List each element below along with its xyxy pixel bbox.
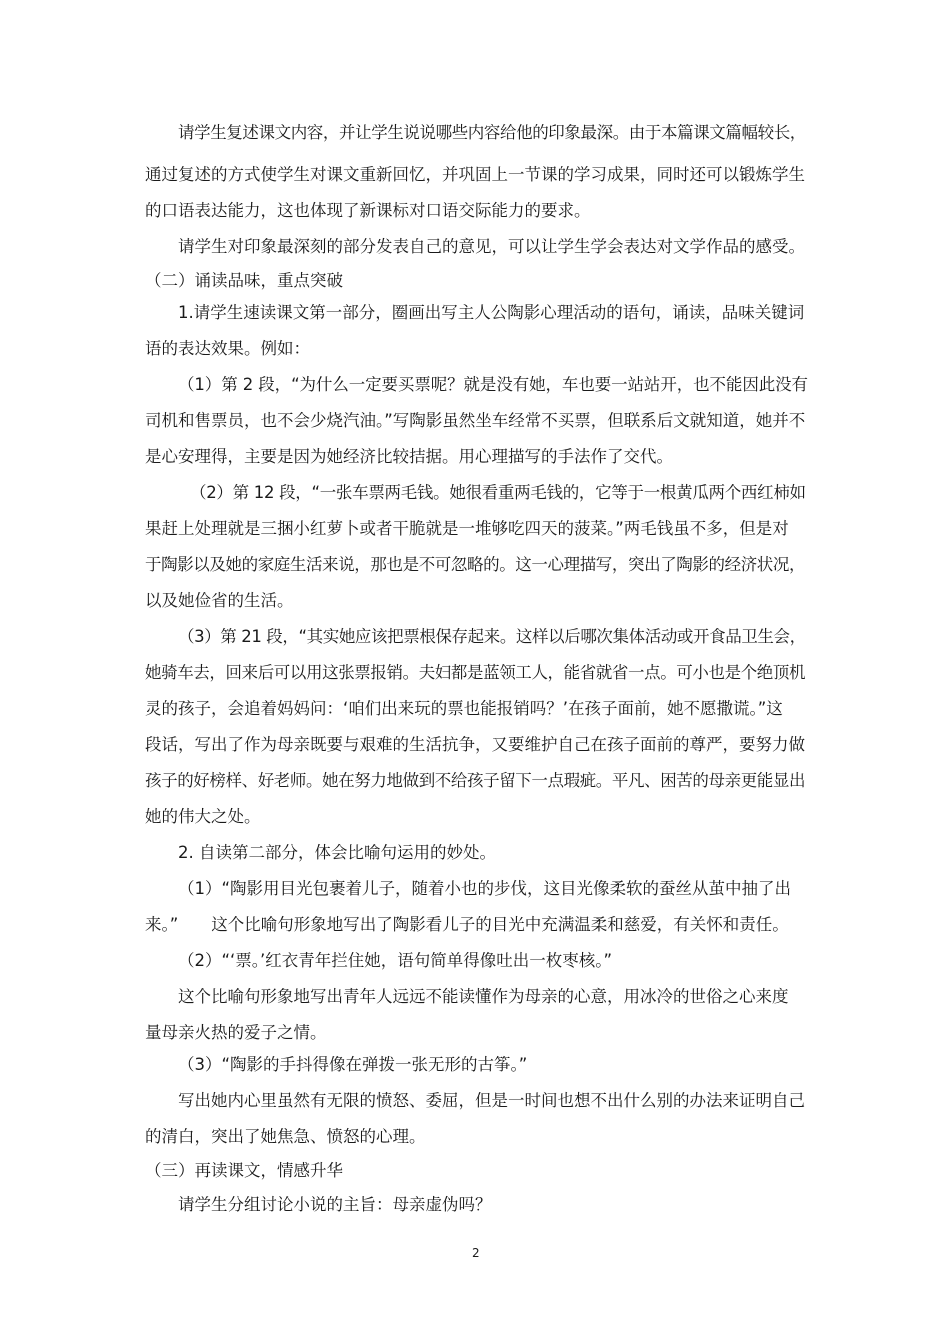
text-line: 她的伟大之处。	[145, 807, 261, 826]
text-line: 司机和售票员，也不会少烧汽油。”写陶影虽然坐车经常不买票，但联系后文就知道，她并不	[145, 411, 806, 430]
text-line: 这个比喻句形象地写出青年人远远不能读懂作为母亲的心意，用冰冷的世俗之心来度	[178, 987, 789, 1006]
text-line: 的清白，突出了她焦急、愤怒的心理。	[145, 1127, 426, 1146]
text-line: 果赶上处理就是三捆小红萝卜或者干脆就是一堆够吃四天的菠菜。”两毛钱虽不多，但是对	[145, 519, 789, 538]
section-heading: （二）诵读品味，重点突破	[145, 271, 343, 290]
text-line: （2）第 12 段，“一张车票两毛钱。她很看重两毛钱的，它等于一根黄瓜两个西红柿如	[190, 483, 806, 502]
text-line: 请学生复述课文内容，并让学生说说哪些内容给他的印象最深。由于本篇课文篇幅较长，	[178, 123, 806, 142]
text-line: 于陶影以及她的家庭生活来说，那也是不可忽略的。这一心理描写，突出了陶影的经济状况，	[145, 555, 806, 574]
text-line: 来。” 这个比喻句形象地写出了陶影看儿子的目光中充满温柔和慈爱，有关怀和责任。	[145, 915, 789, 934]
page-number: 2	[472, 1246, 480, 1260]
text-line: 语的表达效果。例如：	[145, 339, 310, 358]
text-line: 以及她俭省的生活。	[145, 591, 294, 610]
text-line: 她骑车去，回来后可以用这张票报销。夫妇都是蓝领工人，能省就省一点。可小也是个绝顶机	[145, 663, 806, 682]
text-line: 请学生分组讨论小说的主旨：母亲虚伪吗？	[178, 1195, 492, 1214]
text-line: （3）“陶影的手抖得像在弹拨一张无形的古筝。”	[178, 1055, 528, 1074]
text-line: 2. 自读第二部分，体会比喻句运用的妙处。	[178, 843, 496, 862]
text-line: （1）第 2 段，“为什么一定要买票呢？就是没有她，车也要一站站开，也不能因此没有	[178, 375, 808, 394]
text-line: 通过复述的方式使学生对课文重新回忆，并巩固上一节课的学习成果，同时还可以锻炼学生	[145, 165, 805, 184]
text-line: 请学生对印象最深刻的部分发表自己的意见，可以让学生学会表达对文学作品的感受。	[178, 237, 805, 256]
text-line: 灵的孩子，会追着妈妈问：‘咱们出来玩的票也能报销吗？’在孩子面前，她不愿撒谎。”这	[145, 699, 783, 718]
text-line: （3）第 21 段，“其实她应该把票根保存起来。这样以后哪次集体活动或开食品卫生会，	[178, 627, 806, 646]
section-heading: （三）再读课文，情感升华	[145, 1161, 343, 1180]
text-line: 量母亲火热的爱子之情。	[145, 1023, 327, 1042]
text-line: （2）“‘票。’红衣青年拦住她，语句简单得像吐出一枚枣核。”	[178, 951, 613, 970]
text-line: 的口语表达能力，这也体现了新课标对口语交际能力的要求。	[145, 201, 591, 220]
text-line: 是心安理得，主要是因为她经济比较拮据。用心理描写的手法作了交代。	[145, 447, 673, 466]
text-line: 1.请学生速读课文第一部分，圈画出写主人公陶影心理活动的语句，诵读，品味关键词	[178, 303, 805, 322]
text-line: 孩子的好榜样、好老师。她在努力地做到不给孩子留下一点瑕疵。平凡、困苦的母亲更能显出	[145, 771, 806, 790]
text-line: （1）“陶影用目光包裹着儿子，随着小也的步伐，这目光像柔软的蚕丝从茧中抽了出	[178, 879, 792, 898]
text-line: 段话，写出了作为母亲既要与艰难的生活抗争，又要维护自己在孩子面前的尊严，要努力做	[145, 735, 805, 754]
text-line: 写出她内心里虽然有无限的愤怒、委屈，但是一时间也想不出什么别的办法来证明自己	[178, 1091, 805, 1110]
